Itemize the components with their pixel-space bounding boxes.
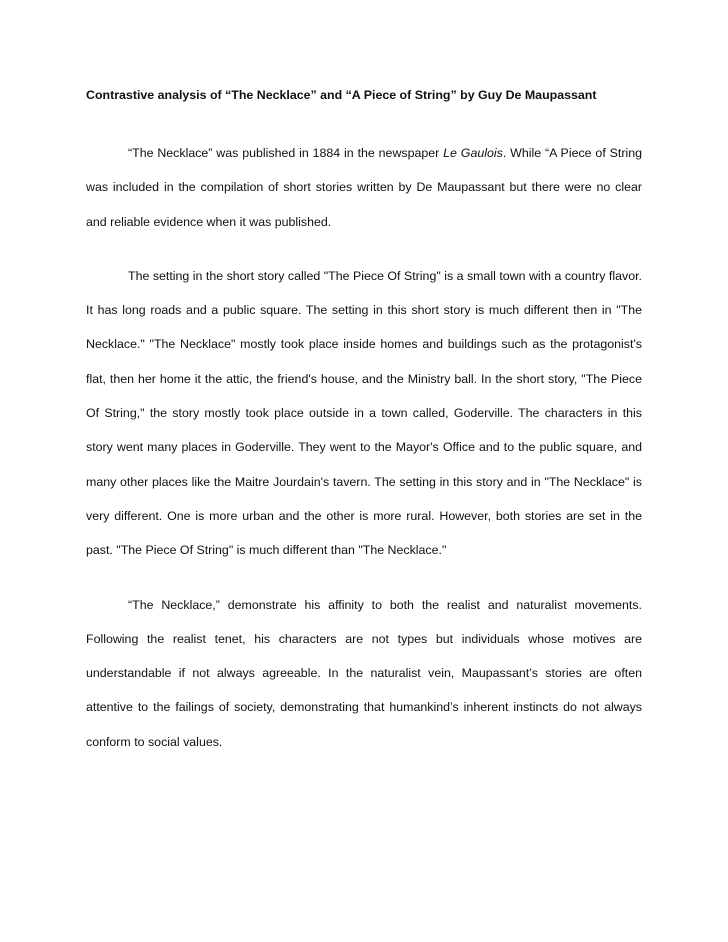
paragraph-setting: The setting in the short story called "The Piece Of String" is a small town with a country flavor. It has long roads and a public square. The setting in this short story is much different then in "The Necklace." "The Necklace" mostly took place inside homes and buildings such as the protagonist's flat, then her home it the attic, the friend's house, and the Ministry ball. In the short story, "The Piece Of String," the story mostly took place outside in a town called, Goderville. The characters in this story went many places in Goderville. They went to the Mayor's Office and to the public square, and many other places like the Maitre Jourdain's tavern. The setting in this story and in "The Necklace" is very different. One is more urban and the other is more rural. However, both stories are set in the past. "The Piece Of String" is much different than "The Necklace." bbox=[86, 268, 642, 558]
document-title: Contrastive analysis of “The Necklace” and “A Piece of String” by Guy De Maupassant bbox=[86, 88, 597, 102]
paragraph-publication-text-end: . While “A Piece of String was included in the compilation of short stories written by De Maupassant but there were no clear and reliable evidence when it was published. bbox=[86, 146, 642, 229]
paragraph-realism: “The Necklace,” demonstrate his affinity to both the realist and naturalist movements. Following the realist tenet, his characters are not types but individuals whose motives are understandable if not always agreeable. In the naturalist vein, Maupassant’s stories are often attentive to the failings of society, demonstrating that humankind’s inherent instincts do not always conform to social values. bbox=[86, 597, 642, 749]
paragraph-publication bbox=[86, 136, 642, 239]
paragraph-publication-text-start: “The Necklace” was published in 1884 in the newspaper bbox=[128, 146, 444, 160]
newspaper-title: Le Gaulois bbox=[443, 146, 503, 160]
document-body bbox=[86, 86, 642, 759]
